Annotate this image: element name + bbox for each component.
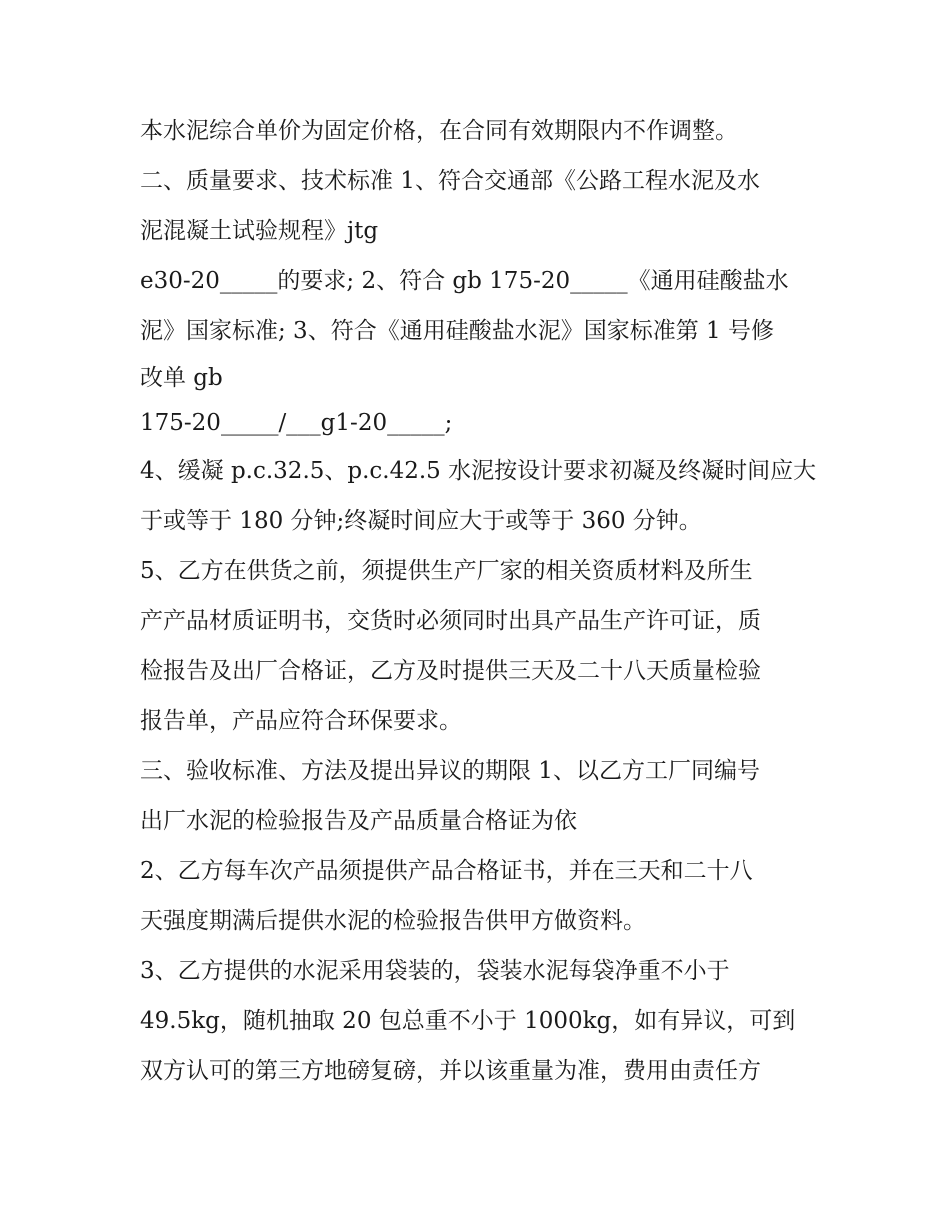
- text-line: 三、验收标准、方法及提出异议的期限 1、以乙方工厂同编号: [140, 758, 760, 784]
- text-line: 175-20_____/___g1-20_____;: [140, 410, 453, 436]
- text-line: e30-20_____的要求; 2、符合 gb 175-20_____《通用硅酸盐水: [140, 268, 789, 294]
- text-line: 报告单，产品应符合环保要求。: [140, 708, 462, 734]
- text-line: 49.5kg，随机抽取 20 包总重不小于 1000kg，如有异议，可到: [140, 1008, 796, 1034]
- text-line: 3、乙方提供的水泥采用袋装的，袋装水泥每袋净重不小于: [140, 958, 730, 984]
- text-line: 二、质量要求、技术标准 1、符合交通部《公路工程水泥及水: [140, 168, 760, 194]
- text-line: 4、缓凝 p.c.32.5、p.c.42.5 水泥按设计要求初凝及终凝时间应大: [140, 458, 817, 484]
- text-line: 改单 gb: [140, 365, 223, 391]
- text-line: 本水泥综合单价为固定价格，在合同有效期限内不作调整。: [140, 118, 738, 144]
- text-line: 泥混凝土试验规程》jtg: [140, 218, 379, 244]
- text-line: 产产品材质证明书，交货时必须同时出具产品生产许可证，质: [140, 608, 761, 634]
- document-body: [140, 106, 840, 1096]
- text-line: 泥》国家标准; 3、符合《通用硅酸盐水泥》国家标准第 1 号修: [140, 318, 774, 344]
- text-line: 双方认可的第三方地磅复磅，并以该重量为准，费用由责任方: [140, 1058, 761, 1084]
- text-line: 出厂水泥的检验报告及产品质量合格证为依: [140, 808, 577, 834]
- text-line: 2、乙方每车次产品须提供产品合格证书，并在三天和二十八: [140, 858, 753, 884]
- text-line: 于或等于 180 分钟;终凝时间应大于或等于 360 分钟。: [140, 508, 702, 534]
- text-line: 5、乙方在供货之前，须提供生产厂家的相关资质材料及所生: [140, 558, 753, 584]
- text-line: 检报告及出厂合格证，乙方及时提供三天及二十八天质量检验: [140, 658, 761, 684]
- text-line: 天强度期满后提供水泥的检验报告供甲方做资料。: [140, 908, 646, 934]
